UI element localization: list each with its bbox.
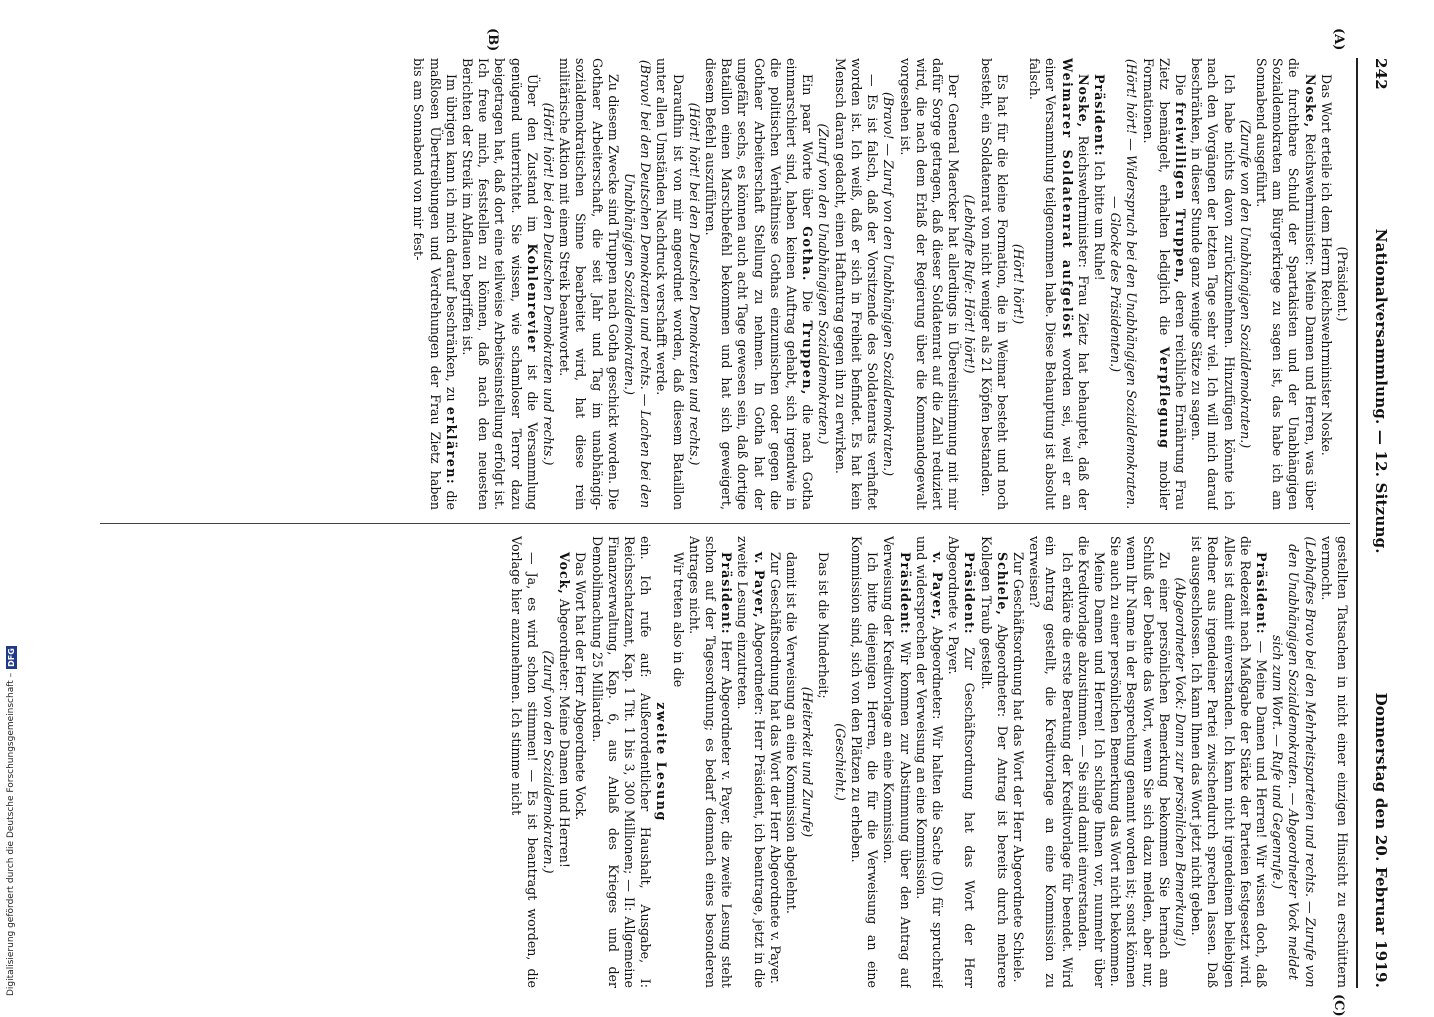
speaker-name: Schiele, [994, 552, 1010, 616]
interjection: (Zurufe von den Unabhängigen Sozialdemokraten.) [1237, 119, 1253, 449]
speaker-name: Noske, [1302, 74, 1318, 129]
paragraph [1139, 58, 1188, 510]
text: Im übrigen kann ich mich darauf beschränken, zu [443, 74, 459, 402]
emphasis: Truppen, [800, 320, 816, 396]
margin-mark-b: (B) [485, 28, 500, 52]
paragraph: Das Wort hat der Herr Abgeordnete Vock. [573, 552, 589, 821]
right-column [85, 536, 1350, 988]
dfg-logo: DFG [6, 648, 16, 667]
paragraph [702, 58, 815, 510]
paragraph: Zu diesem Zwecke sind Truppen nach Gotha geschickt worden. Die Gothaer Arbeiterschaft, die seit Jahr und Tag im unabhängig-sozialdemokratischen Sinne bearbeitet wird, hat diese rein militärische Aktion mit einem Streik beantwortet. [557, 58, 621, 510]
text: deren reichliche Ernährung Frau Zietz bemängelt, erhalten lediglich die [1156, 58, 1188, 510]
speaker-name: Präsident: [719, 552, 735, 635]
paragraph [459, 58, 540, 510]
paragraph: damit ist die Verweisung an eine Kommission abgelehnt. [784, 552, 800, 914]
speech-text: Abgeordneter: Wir halten die Sache (D) für spruchreif und widersprechen der Verweisung an eine Kommission. [913, 536, 945, 988]
speaker-name: v. Payer, [751, 552, 767, 619]
speaker-name: Präsident: [897, 552, 913, 635]
paragraph: Wir treten also in die [670, 552, 686, 688]
margin-mark-c: (C) [1331, 994, 1346, 1017]
paragraph: (Präsident.) [1335, 246, 1350, 322]
text: Die [800, 290, 816, 312]
speaker-name: Präsident: [1091, 74, 1107, 157]
speech-paragraph [734, 536, 766, 988]
speech-paragraph [1253, 58, 1318, 510]
paragraph: gestellten Tatsachen in nicht einer einzigen Hinsicht zu erschüttern vermocht. [1318, 536, 1350, 988]
interjection: (Zuruf von den Unabhängigen Sozialdemokraten.) [816, 123, 832, 445]
speech-text: Abgeordneter: Herr Präsident, ich beantrage, jetzt in die zweite Lesung einzutreten. [735, 536, 767, 988]
speech-paragraph [556, 536, 572, 988]
interjection: (Abgeordneter Vock: Dann zur persönlichen Bemerkung!) [1172, 577, 1188, 947]
paragraph: Ich erkläre die erste Beratung der Kreditvorlage für beendet. Wird ein Antrag gestellt, die Kreditvorlage an eine Kommission zu verweisen? [1027, 536, 1075, 988]
paragraph: Der General Maercker hat allerdings in Übereinstimmung mit mir dafür Sorge getragen, daß dieser Soldatenrat auf die Zahl reduziert wird, die nach dem Erlaß der Regierung über die Kommandogewalt vorgesehen ist. [897, 58, 962, 510]
paragraph: Das Wort erteile ich dem Herrn Reichswehrminister Noske. [1318, 74, 1334, 456]
speech-text: worden sei, weil er an einer Versammlung teilgenommen habe. Diese Behauptung ist absolut falsch. [1027, 58, 1075, 510]
interjection: (Hört! hört! bei den Deutschen Demokraten und rechts.) [541, 102, 557, 466]
interjection: (Lebhafte Rufe: Hört! hört!) [962, 194, 978, 374]
page-number: 242 [1372, 58, 1390, 90]
interjection: (Zuruf von den Sozialdemokraten.) [541, 650, 557, 874]
text: die nach Gotha einmarschiert sind, haben keinen Auftrag gehabt, sich irgendwie in die politischen Verhältnisse Gothas einzumischen oder gegen die Gothaer Arbeiterschaft Stellung zu nehmen. In Gotha hat der ungefähr sechs, es können auch acht Tage gewesen sein, daß dortige Bataillon einen Marschbefehl bekommen und hat sich geweigert, diesem Befehl auszuführen. [703, 58, 816, 510]
emphasis: Weimarer Soldatenrat aufgelöst [1059, 58, 1075, 340]
margin-mark-a: (A) [1331, 28, 1346, 51]
speech-text: Wir kommen zur Abstimmung über den Antrag auf Verweisung der Kreditvorlage an eine Kommission. [881, 536, 913, 988]
paragraph: Meine Damen und Herren! Ich schlage Ihnen vor, nunmehr über die Kreditvorlage abzustimmen. — Sie sind damit einverstanden. [1075, 536, 1107, 988]
paragraph: Zu einer persönlichen Bemerkung bekommen Sie hernach am Schluß der Debatte das Wort, wenn Sie sich dazu melden, aber nur, wenn Ihr Name in der Besprechung genannt worden ist; sonst können Sie auch zu einer persönlichen Bemerkung das Wort nicht bekommen. [1108, 536, 1172, 988]
header-title: Nationalversammlung. — 12. Sitzung. [1372, 228, 1390, 554]
paragraph: — Es ist falsch, daß der Vorsitzende des Soldatenrats verhaftet worden ist. Ich weiß, daß er sich in Freiheit befindet. Es hat kein Mensch daran gedacht, einen Haftantrag gegen ihn zu erwirken. [832, 58, 881, 510]
interjection: (Lebhaftes Bravo bei den Mehrheitsparteien und rechts. — Zurufe von den Unabhängigen Sozialdemokraten. — Abgeordneter Vock meldet sich zum Wort. — Rufe und Gegenrufe.) [1270, 536, 1318, 988]
header-date: Donnerstag den 20. Februar 1919. [1372, 692, 1390, 988]
paragraph: Zur Geschäftsordnung hat das Wort der Herr Abgeordnete Schiele. [1010, 552, 1026, 983]
speaker-name: Vock, [557, 552, 573, 595]
emphasis: Gotha. [800, 226, 816, 282]
speaker-name: Präsident: [962, 552, 978, 635]
speech-text: Ich bitte um Ruhe! [1091, 160, 1107, 281]
speech-paragraph [1091, 58, 1107, 510]
speech-paragraph [1188, 536, 1269, 988]
speech-paragraph [686, 536, 735, 988]
interjection: (Hört! hört! bei den Deutschen Demokraten und rechts.) [686, 102, 702, 466]
text: mobiler Formationen. [1140, 58, 1172, 510]
emphasis: freiwilligen Truppen, [1172, 101, 1188, 285]
text: Die [1172, 74, 1188, 96]
speech-text: Abgeordneter: Meine Damen und Herren! [557, 598, 573, 868]
speaker-name: Präsident: [1253, 552, 1269, 635]
interjection: (Bravo! bei den Deutschen Demokraten und rechts. — Lachen bei den Unabhängigen Sozialdemokraten.) [622, 59, 654, 509]
emphasis: Verpflegung [1156, 346, 1172, 450]
interjection: (Hört! hört! — Widerspruch bei den Unabhängigen Sozialdemokraten. — Glocke des Präsidenten.) [1108, 58, 1140, 510]
speaker-name: v. Payer, [929, 552, 945, 621]
interjection: (Heiterkeit und Zurufe) [800, 686, 816, 838]
text: Über den Zustand im [524, 74, 540, 233]
emphasis: erklären: [443, 406, 459, 486]
page-header [1362, 58, 1390, 988]
left-column [85, 58, 1350, 510]
credit-text: Digitalisierung gefördert durch die Deutsche Forschungsgemeinschaft – [6, 672, 16, 996]
paragraph: Es hat für die kleine Formation, die in Weimar besteht und noch besteht, ein Soldatenrat von nicht weniger als 21 Köpfen bestanden. [978, 58, 1010, 510]
paragraph: ein. Ich rufe auf: Außerordentlicher Haushalt, Ausgabe, I: Reichsschatzamt, Kap. 1 Tit. 1 bis 3, 300 Millionen; — II: Allgemeine Finanzverwaltung, Kap. 6, aus Anlaß des Krieges und der Demobilmachung 25 Milliarden. [589, 536, 654, 988]
speech-paragraph [913, 536, 945, 988]
paragraph: Ich habe nichts davon zurückzunehmen. Hinzufügen könnte ich nach den Vorgängen der letzten Tage sehr viel. Ich will mich darauf beschränken, in dieser Stunde ganz wenige Sätze zu sagen. [1189, 58, 1237, 510]
paragraph: Das ist die Minderheit; [816, 552, 832, 699]
paragraph: Ich bitte diejenigen Herren, die für die Verweisung an eine Kommission sind, sich von den Plätzen zu erheben. [848, 536, 881, 988]
paragraph: — Ja, es wird schon stimmen! — Es ist beantragt worden, die Vorlage hier anzunehmen. Ich stimme nicht [508, 536, 540, 988]
speech-paragraph [977, 536, 1009, 988]
speech-text: Zur Geschäftsordnung hat das Wort der Herr Abgeordnete v. Payer. [946, 536, 978, 988]
column-divider [100, 523, 1350, 524]
text: ist die Versammlung genügend unterrichtet. Sie wissen, wie schamloser Terror dazu beigetragen hat, daß dort eine teilweise Arbeitseinstellung erfolgt ist. Ich freue mich, feststellen zu können, daß nach den neuesten Berichten der Streik im Abflauen begriffen ist. [460, 58, 540, 510]
text: die maßlosen Übertreibungen und Verdrehungen der Frau Zietz haben bis am Sonnabend von mir fest- [411, 58, 459, 510]
paragraph: Zur Geschäftsordnung hat das Wort der Herr Abgeordnete v. Payer. [767, 552, 783, 984]
speech-text: — Meine Damen und Herren! Wir wissen doch, daß die Redezeit nach Maßgabe der Stärke der Parteien festgesetzt wird. Alles ist damit einverstanden. Ich kann nicht irgendeinem beliebigen Redner aus irgendeiner Partei zwischendurch sprechen lassen. Daß ist ausgeschlossen. Ich kann Ihnen das Wort jetzt nicht geben. [1189, 536, 1269, 988]
header-rule [1356, 58, 1358, 988]
speech-text: Herr Abgeordneter v. Payer, die zweite Lesung steht schon auf der Tagesordnung; es bedarf demnach eines besonderen Antrages nicht. [686, 536, 735, 988]
text: Ein paar Worte über [800, 74, 816, 218]
speech-text: Reichswehrminister: Meine Damen und Herren, was über die furchtbare Schuld der Spartakisten und der Unabhängigen Sozialdemokraten am Bürgerkriege zu sagen ist, das habe ich am Sonnabend ausgeführt. [1253, 58, 1318, 510]
paragraph: Daraufhin ist von mir angeordnet worden, daß diesem Bataillon unter allen Umständen Nachdruck verschafft werde. [654, 58, 686, 510]
interjection: (Bravo! — Zuruf von den Unabhängigen Sozialdemokraten.) [881, 91, 897, 477]
section-heading: zweite Lesung [654, 702, 670, 822]
speech-text: Reichswehrminister: Frau Zietz hat behauptet, daß der [1075, 135, 1091, 510]
speech-paragraph [945, 536, 977, 988]
interjection: (Hört! hört!) [1010, 243, 1026, 325]
speech-text: Abgeordneter: Der Antrag ist bereits durch mehrere Kollegen Traub gestellt. [978, 536, 1010, 988]
interjection: (Geschieht.) [832, 723, 848, 801]
emphasis: Kohlenrevier [524, 243, 540, 354]
paragraph [410, 58, 459, 510]
speech-paragraph [1026, 58, 1091, 510]
speaker-name: Noske, [1075, 74, 1091, 129]
rotated-page [80, 28, 1390, 1017]
speech-paragraph [880, 536, 912, 988]
digitization-credit [4, 0, 18, 996]
